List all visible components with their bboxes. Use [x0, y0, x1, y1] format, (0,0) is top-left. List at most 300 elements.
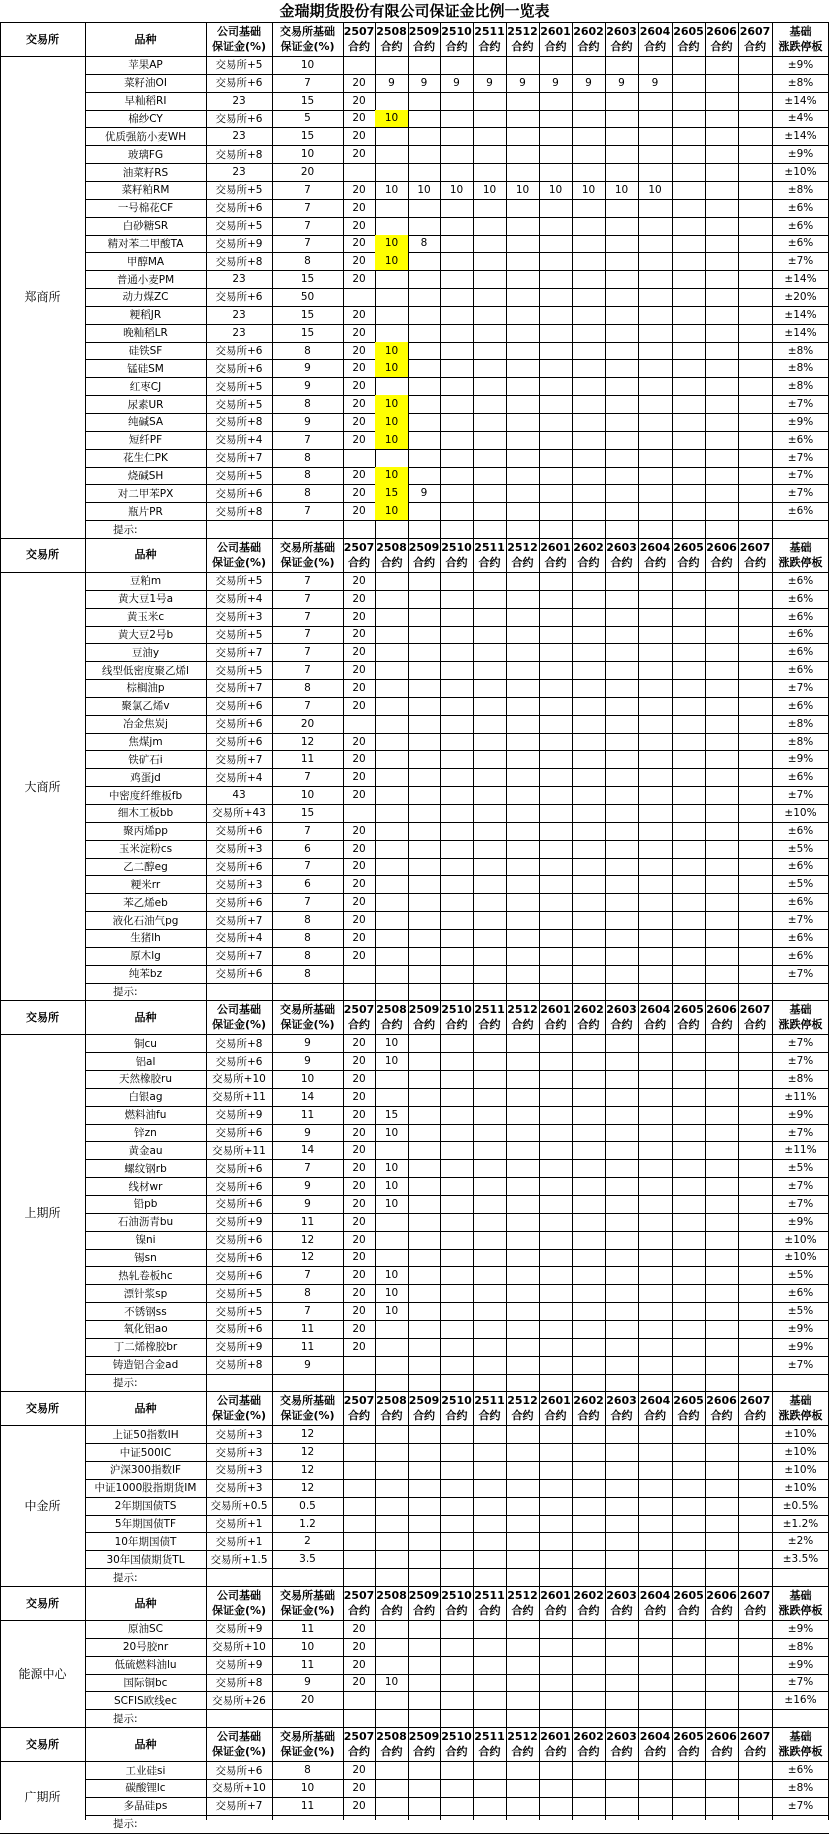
variety-name: 红枣CJ	[129, 380, 162, 393]
header-exchange-margin	[272, 1586, 343, 1620]
month-margin: 9	[420, 487, 428, 500]
exchange-margin: 7	[304, 201, 311, 214]
company-margin: 交易所+6	[215, 362, 263, 375]
variety-name: 晚籼稻LR	[123, 327, 168, 340]
month-label: 2604	[639, 540, 671, 554]
price-limit: ±7%	[787, 1180, 814, 1193]
month-margin: 20	[352, 789, 366, 802]
month-label: 2512	[507, 1003, 538, 1017]
month-label: 2605	[673, 1589, 704, 1602]
header-month-2509	[408, 1586, 440, 1620]
month-label: 2605	[673, 1730, 704, 1744]
hint-label: 提示:	[113, 985, 138, 998]
variety-name: 尿素UR	[127, 398, 164, 411]
variety-name: 原油SC	[128, 1623, 163, 1636]
exchange-margin: 0.5	[299, 1499, 316, 1512]
company-margin: 交易所+6	[215, 291, 263, 304]
variety-name: 铝al	[135, 1055, 156, 1068]
month-label: 2507	[343, 1589, 375, 1602]
header-limit-line-1: 基础	[789, 1589, 812, 1602]
month-margin: 20	[352, 201, 366, 214]
contract-label: 合约	[744, 1745, 766, 1759]
price-limit: ±6%	[787, 646, 814, 659]
header-month-2606	[705, 22, 738, 56]
contract-label: 合约	[710, 1604, 733, 1617]
price-limit: ±6%	[787, 505, 814, 518]
month-label: 2508	[376, 540, 407, 554]
header-company-margin-line-1: 公司基础	[217, 1394, 261, 1408]
contract-label: 合约	[413, 1745, 435, 1759]
month-label: 2508	[376, 1589, 407, 1602]
header-month-2507	[343, 538, 375, 572]
month-label: 2604	[639, 1589, 671, 1602]
contract-label: 合约	[610, 1604, 633, 1617]
month-label: 2601	[540, 1589, 571, 1602]
variety-name: 早籼稻RI	[124, 95, 167, 108]
company-margin: 交易所+6	[215, 202, 263, 215]
header-month-2603	[605, 1586, 638, 1620]
company-margin: 交易所+3	[215, 611, 263, 624]
header-company-margin-line-1: 公司基础	[217, 1730, 261, 1744]
header-exchange-margin-line-1: 交易所基础	[280, 1003, 335, 1017]
variety-name: 精对苯二甲酸TA	[107, 237, 184, 250]
month-margin: 10	[648, 183, 662, 196]
header-month-2602	[572, 1586, 605, 1620]
price-limit: ±6%	[787, 201, 814, 214]
variety-name: 锡sn	[134, 1251, 157, 1264]
header-month-2510	[440, 1727, 473, 1761]
company-margin: 交易所+9	[215, 1109, 263, 1122]
exchange-margin: 20	[300, 1694, 315, 1707]
contract-label: 合约	[610, 1018, 633, 1032]
contract-label: 合约	[644, 1409, 666, 1423]
header-exchange-margin-line-2: 保证金(%)	[280, 40, 335, 53]
month-margin: 10	[375, 110, 408, 128]
month-label: 2509	[408, 25, 440, 38]
price-limit: ±8%	[787, 1781, 814, 1794]
price-limit: ±8%	[787, 76, 814, 89]
company-margin: 交易所+4	[215, 771, 263, 784]
contract-label: 合约	[544, 555, 567, 569]
company-margin: 交易所+6	[215, 1180, 263, 1193]
variety-name: 国际铜bc	[123, 1676, 168, 1689]
company-margin: 交易所+7	[215, 914, 263, 927]
company-margin: 交易所+1	[215, 1518, 263, 1531]
month-label: 2507	[343, 540, 375, 554]
header-month-2510	[440, 22, 473, 56]
header-month-2509	[408, 1000, 440, 1034]
exchange-margin: 9	[304, 1126, 311, 1139]
header-month-2601	[539, 1586, 572, 1620]
exchange-margin: 9	[304, 1055, 311, 1068]
header-limit	[772, 1727, 829, 1761]
variety-name: 一号棉花CF	[117, 202, 174, 215]
contract-label: 合约	[511, 1018, 534, 1032]
header-company-margin-line-2: 保证金(%)	[211, 1745, 267, 1759]
month-margin: 10	[375, 342, 408, 360]
month-label: 2603	[606, 540, 637, 554]
month-margin: 20	[352, 1180, 366, 1193]
contract-label: 合约	[644, 1018, 666, 1032]
contract-label: 合约	[677, 1409, 700, 1423]
price-limit: ±5%	[787, 842, 814, 855]
company-margin: 交易所+6	[215, 112, 263, 125]
header-month-2601	[539, 1000, 572, 1034]
month-margin: 10	[384, 1162, 399, 1175]
variety-name: 30年国债期货TL	[106, 1553, 185, 1566]
price-limit: ±8%	[787, 380, 814, 393]
grid-line	[0, 1833, 829, 1834]
contract-label: 合约	[577, 555, 600, 569]
company-margin: 交易所+7	[215, 753, 263, 766]
exchange-margin: 11	[300, 1340, 315, 1353]
header-limit-line-2: 涨跌停板	[778, 1745, 823, 1759]
month-label: 2606	[706, 1589, 737, 1602]
month-label: 2603	[606, 1730, 637, 1744]
variety-name: 黄玉米c	[126, 611, 165, 624]
price-limit: ±7%	[787, 681, 814, 694]
variety-name: 白银ag	[128, 1091, 163, 1104]
price-limit: ±10%	[784, 806, 817, 819]
month-label: 2507	[343, 1003, 375, 1017]
header-month-2602	[572, 538, 605, 572]
contract-label: 合约	[610, 1409, 633, 1423]
month-margin: 20	[352, 1640, 366, 1653]
exchange-margin: 7	[304, 237, 311, 250]
header-variety: 品种	[134, 548, 157, 562]
contract-label: 合约	[445, 1745, 468, 1759]
price-limit: ±14%	[784, 94, 817, 107]
contract-label: 合约	[677, 555, 700, 569]
header-month-2509	[408, 1391, 440, 1425]
variety-name: 粳稻JR	[129, 309, 162, 322]
month-margin: 20	[352, 610, 366, 623]
price-limit: ±7%	[787, 1358, 814, 1371]
month-margin: 20	[352, 1090, 366, 1103]
exchange-margin: 7	[304, 771, 311, 784]
exchange-margin: 10	[300, 148, 315, 161]
month-label: 2508	[376, 1003, 407, 1017]
header-exchange-margin	[272, 1000, 343, 1034]
price-limit: ±6%	[787, 931, 814, 944]
month-margin: 20	[352, 1781, 366, 1794]
month-margin: 20	[352, 842, 366, 855]
contract-label: 合约	[710, 40, 733, 53]
variety-name: 铸造铝合金ad	[112, 1359, 179, 1372]
contract-label: 合约	[644, 555, 666, 569]
variety-name: 天然橡胶ru	[119, 1073, 172, 1086]
exchange-margin: 6	[304, 878, 311, 891]
variety-name: 工业硅si	[125, 1764, 166, 1777]
exchange-margin: 15	[300, 273, 315, 286]
price-limit: ±6%	[787, 433, 814, 446]
company-margin: 交易所+4	[215, 593, 263, 606]
month-margin: 10	[375, 395, 408, 413]
contract-label: 合约	[644, 40, 666, 53]
header-month-2606	[705, 1586, 738, 1620]
header-month-2512	[506, 1391, 539, 1425]
month-label: 2601	[540, 540, 571, 554]
company-margin: 交易所+8	[215, 1037, 263, 1050]
contract-label: 合约	[348, 1018, 370, 1032]
contract-label: 合约	[744, 1409, 766, 1423]
month-label: 2602	[573, 540, 604, 554]
variety-name: 漂针浆sp	[123, 1287, 168, 1300]
month-margin: 20	[352, 753, 366, 766]
company-margin: 交易所+6	[215, 1055, 263, 1068]
header-month-2601	[539, 1391, 572, 1425]
month-margin: 8	[420, 237, 428, 250]
month-margin: 20	[352, 112, 366, 125]
company-margin: 23	[232, 308, 246, 321]
header-company-margin-line-1: 公司基础	[217, 25, 261, 38]
header-month-2601	[539, 1727, 572, 1761]
price-limit: ±5%	[787, 1305, 814, 1318]
contract-label: 合约	[511, 1604, 534, 1617]
exchange-margin: 2	[304, 1535, 311, 1548]
month-margin: 20	[352, 1215, 366, 1228]
company-margin: 交易所+5	[215, 469, 263, 482]
variety-name: 10年期国债T	[114, 1535, 177, 1548]
variety-name: 苹果AP	[128, 59, 163, 72]
price-limit: ±6%	[787, 664, 814, 677]
company-margin: 交易所+5	[215, 1287, 263, 1300]
variety-name: 铜cu	[134, 1037, 157, 1050]
month-margin: 20	[352, 860, 366, 873]
price-limit: ±10%	[784, 1233, 817, 1246]
month-label: 2602	[573, 1003, 604, 1017]
month-margin: 20	[352, 1162, 366, 1175]
contract-label: 合约	[744, 1604, 766, 1617]
month-margin: 20	[352, 681, 366, 694]
month-label: 2511	[474, 540, 505, 554]
month-margin: 20	[352, 1322, 366, 1335]
contract-label: 合约	[478, 1018, 501, 1032]
exchange-margin: 10	[300, 1781, 315, 1794]
header-month-2603	[605, 1000, 638, 1034]
exchange-margin: 15	[300, 94, 315, 107]
price-limit: ±9%	[787, 1622, 814, 1635]
header-month-2604	[638, 538, 672, 572]
header-month-2604	[638, 1727, 672, 1761]
header-month-2603	[605, 22, 638, 56]
variety-name: 燃料油fu	[124, 1109, 167, 1122]
month-margin: 20	[352, 1305, 366, 1318]
contract-label: 合约	[544, 1604, 567, 1617]
price-limit: ±9%	[787, 1215, 814, 1228]
month-label: 2603	[606, 1394, 637, 1408]
variety-name: 螺纹钢rb	[124, 1162, 167, 1175]
price-limit: ±9%	[787, 1340, 814, 1353]
month-margin: 10	[384, 1287, 399, 1300]
variety-name: 普通小麦PM	[116, 273, 175, 286]
price-limit: ±7%	[787, 487, 814, 500]
variety-name: 线材wr	[128, 1180, 163, 1193]
header-month-2510	[440, 1000, 473, 1034]
company-margin: 交易所+7	[215, 1800, 263, 1813]
month-margin: 20	[352, 380, 366, 393]
header-month-2507	[343, 22, 375, 56]
header-exchange: 交易所	[26, 1010, 59, 1024]
price-limit: ±20%	[784, 290, 817, 303]
exchange-margin: 15	[300, 806, 315, 819]
exchange-margin: 9	[304, 380, 311, 393]
header-company-margin	[206, 1000, 272, 1034]
variety-name: 动力煤ZC	[122, 291, 169, 304]
variety-name: 玉米淀粉cs	[118, 843, 173, 856]
contract-label: 合约	[644, 1604, 666, 1617]
contract-label: 合约	[544, 1409, 567, 1423]
price-limit: ±7%	[787, 914, 814, 927]
month-margin: 20	[352, 344, 366, 357]
month-label: 2509	[408, 540, 440, 554]
exchange-margin: 7	[304, 1162, 311, 1175]
variety-name: 黄大豆2号b	[117, 628, 174, 641]
price-limit: ±6%	[787, 771, 814, 784]
contract-label: 合约	[610, 1745, 633, 1759]
hint-label: 提示:	[113, 1376, 138, 1389]
price-limit: ±10%	[784, 1481, 817, 1494]
exchange-name: 中金所	[24, 1499, 61, 1514]
header-month-2512	[506, 538, 539, 572]
header-month-2601	[539, 22, 572, 56]
header-company-margin	[206, 22, 272, 56]
company-margin: 23	[232, 166, 246, 179]
company-margin: 交易所+9	[215, 237, 263, 250]
month-margin: 20	[352, 415, 366, 428]
exchange-margin: 9	[304, 1180, 311, 1193]
month-label: 2607	[739, 1589, 771, 1602]
company-margin: 交易所+3	[215, 1428, 263, 1441]
variety-name: 聚氯乙烯v	[121, 700, 170, 713]
contract-label: 合约	[677, 1745, 700, 1759]
header-month-2509	[408, 1727, 440, 1761]
contract-label: 合约	[610, 555, 633, 569]
month-margin: 9	[420, 76, 428, 89]
header-limit-line-2: 涨跌停板	[778, 1604, 823, 1617]
price-limit: ±8%	[787, 735, 814, 748]
month-margin: 20	[352, 1269, 366, 1282]
company-margin: 交易所+10	[212, 1073, 266, 1086]
header-month-2606	[705, 1727, 738, 1761]
header-limit	[772, 1000, 829, 1034]
month-margin: 20	[352, 1676, 366, 1689]
month-margin: 20	[352, 1799, 366, 1812]
company-margin: 交易所+5	[215, 220, 263, 233]
exchange-margin: 9	[304, 1676, 311, 1689]
company-margin: 交易所+6	[215, 1234, 263, 1247]
contract-label: 合约	[544, 1018, 567, 1032]
month-label: 2605	[673, 25, 704, 38]
price-limit: ±7%	[787, 1197, 814, 1210]
exchange-margin: 15	[300, 308, 315, 321]
month-margin: 20	[352, 255, 366, 268]
company-margin: 交易所+5	[215, 575, 263, 588]
month-label: 2507	[343, 1394, 375, 1408]
company-margin: 交易所+9	[215, 1216, 263, 1229]
company-margin: 交易所+9	[215, 1623, 263, 1636]
exchange-margin: 10	[300, 1072, 315, 1085]
exchange-margin: 8	[304, 469, 311, 482]
header-month-2603	[605, 1391, 638, 1425]
month-label: 2508	[376, 1394, 407, 1408]
company-margin: 交易所+9	[215, 1341, 263, 1354]
header-month-2508	[375, 1727, 408, 1761]
month-margin: 20	[352, 735, 366, 748]
price-limit: ±6%	[787, 592, 814, 605]
exchange-name: 郑商所	[24, 290, 61, 305]
exchange-margin: 10	[300, 789, 315, 802]
company-margin: 交易所+7	[215, 682, 263, 695]
price-limit: ±6%	[787, 610, 814, 623]
header-month-2508	[375, 538, 408, 572]
company-margin: 交易所+5	[215, 59, 263, 72]
exchange-margin: 7	[304, 505, 311, 518]
variety-name: 中证1000股指期货IM	[94, 1482, 197, 1495]
month-label: 2603	[606, 1589, 637, 1602]
header-month-2605	[672, 1727, 705, 1761]
company-margin: 交易所+8	[215, 416, 263, 429]
price-limit: ±14%	[784, 326, 817, 339]
header-month-2604	[638, 1586, 672, 1620]
variety-name: 5年期国债TF	[114, 1518, 177, 1531]
variety-name: SCFIS欧线ec	[113, 1694, 178, 1707]
price-limit: ±7%	[787, 255, 814, 268]
month-margin: 10	[614, 183, 629, 196]
header-company-margin-line-2: 保证金(%)	[211, 1018, 267, 1032]
company-margin: 交易所+3	[215, 1464, 263, 1477]
variety-name: 2年期国债TS	[114, 1500, 177, 1513]
month-margin: 10	[384, 1197, 399, 1210]
contract-label: 合约	[445, 1604, 468, 1617]
header-month-2511	[473, 1586, 506, 1620]
contract-label: 合约	[511, 1409, 534, 1423]
company-margin: 交易所+6	[215, 345, 263, 358]
month-margin: 20	[352, 433, 366, 446]
month-label: 2602	[573, 1589, 604, 1602]
variety-name: 焦煤jm	[128, 736, 163, 749]
header-exchange-margin-line-1: 交易所基础	[280, 1394, 335, 1408]
price-limit: ±7%	[787, 469, 814, 482]
company-margin: 交易所+8	[215, 1676, 263, 1689]
month-margin: 20	[352, 1658, 366, 1671]
exchange-margin: 7	[304, 664, 311, 677]
variety-name: 石油沥青bu	[117, 1216, 174, 1229]
contract-label: 合约	[677, 1018, 700, 1032]
variety-name: 烧碱SH	[127, 469, 164, 482]
exchange-margin: 7	[304, 574, 311, 587]
exchange-margin: 14	[300, 1144, 315, 1157]
header-company-margin	[206, 1586, 272, 1620]
price-limit: ±11%	[784, 1144, 817, 1157]
month-margin: 9	[585, 76, 592, 89]
header-company-margin-line-1: 公司基础	[217, 540, 261, 554]
exchange-margin: 3.5	[299, 1553, 316, 1566]
contract-label: 合约	[744, 40, 766, 53]
header-month-2511	[473, 1391, 506, 1425]
exchange-margin: 8	[304, 914, 311, 927]
month-margin: 20	[352, 469, 366, 482]
header-exchange-margin	[272, 1727, 343, 1761]
company-margin: 交易所+6	[215, 860, 263, 873]
exchange-margin: 1.2	[299, 1517, 316, 1530]
variety-name: 碳酸锂lc	[125, 1782, 166, 1795]
variety-name: 多晶硅ps	[123, 1800, 168, 1813]
contract-label: 合约	[544, 40, 567, 53]
price-limit: ±0.5%	[782, 1499, 819, 1512]
header-exchange-margin-line-2: 保证金(%)	[280, 555, 335, 569]
header-month-2508	[375, 1586, 408, 1620]
